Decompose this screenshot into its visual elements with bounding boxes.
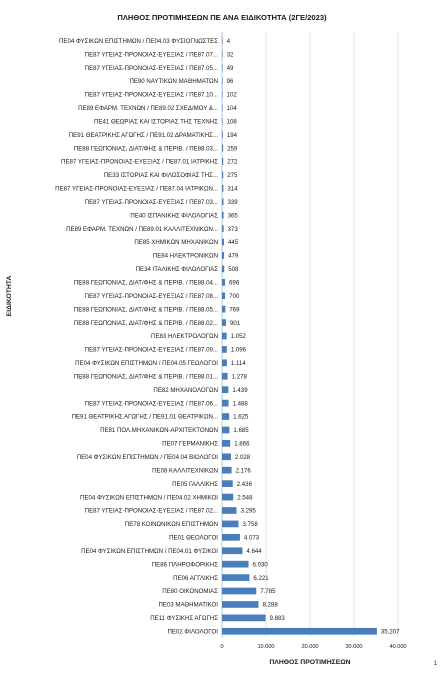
bar [222, 561, 249, 568]
bar [222, 37, 223, 44]
category-label: ΠΕ87 ΥΓΕΙΑΣ-ΠΡΟΝΟΙΑΣ-ΕΥΕΞΙΑΣ / ΠΕ87.10... [84, 91, 218, 99]
bar [222, 534, 240, 541]
category-label: ΠΕ87 ΥΓΕΙΑΣ-ΠΡΟΝΟΙΑΣ-ΕΥΕΞΙΑΣ / ΠΕ87.03... [84, 198, 218, 206]
bar [222, 453, 231, 460]
bar [222, 306, 225, 313]
bar [222, 252, 224, 259]
bar [222, 346, 227, 353]
value-label: 35.207 [380, 628, 400, 636]
bar [222, 292, 225, 299]
bar [222, 359, 227, 366]
category-label: ΠΕ89 ΕΦΑΡΜ. ΤΕΧΝΩΝ / ΠΕ89.01 ΚΑΛΛΙΤΕΧΝΙΚΩΝ... [66, 225, 218, 233]
category-label: ΠΕ78 ΚΟΙΝΩΝΙΚΩΝ ΕΠΙΣΤΗΜΩΝ [124, 521, 218, 529]
bar [222, 615, 265, 622]
bar [222, 118, 223, 125]
category-label: ΠΕ33 ΙΣΤΟΡΙΑΣ ΚΑΙ ΦΙΛΟΣΟΦΙΑΣ ΤΗΣ... [103, 172, 218, 180]
category-label: ΠΕ88 ΓΕΩΠΟΝΙΑΣ, ΔΙΑΤ/ΦΗΣ & ΠΕΡΙΒ. / ΠΕ88.01... [73, 373, 218, 381]
bar [222, 628, 377, 635]
bar [222, 601, 258, 608]
value-label: 4 [226, 37, 230, 45]
value-label: 1.685 [233, 427, 249, 435]
value-label: 8.288 [262, 601, 278, 609]
bar [222, 91, 223, 98]
category-label: ΠΕ87 ΥΓΕΙΑΣ-ΠΡΟΝΟΙΑΣ-ΕΥΕΞΙΑΣ / ΠΕ87.02... [84, 507, 218, 515]
value-label: 1.866 [234, 440, 250, 448]
value-label: 445 [227, 239, 239, 247]
value-label: 373 [227, 225, 238, 233]
category-label: ΠΕ04 ΦΥΣΙΚΩΝ ΕΠΙΣΤΗΜΩΝ / ΠΕ04.02 ΧΗΜΙΚΟΙ [80, 494, 218, 502]
bar [222, 507, 236, 514]
category-label: ΠΕ40 ΙΣΠΑΝΙΚΗΣ ΦΙΛΟΛΟΓΙΑΣ [130, 212, 218, 220]
value-label: 6.221 [253, 574, 269, 582]
value-label: 1.114 [230, 360, 246, 368]
bar [222, 239, 224, 246]
bar [222, 319, 226, 326]
category-label: ΠΕ87 ΥΓΕΙΑΣ-ΠΡΟΝΟΙΑΣ-ΕΥΕΞΙΑΣ / ΠΕ87.01 ΙΑΤΡΙΚΗΣ [61, 158, 218, 166]
category-label: ΠΕ80 ΟΙΚΟΝΟΜΙΑΣ [162, 588, 218, 596]
bar [222, 78, 223, 85]
category-label: ΠΕ88 ΓΕΩΠΟΝΙΑΣ, ΔΙΑΤ/ΦΗΣ & ΠΕΡΙΒ. / ΠΕ88.04... [73, 279, 218, 287]
value-label: 314 [227, 185, 238, 193]
category-label: ΠΕ02 ΦΙΛΟΛΟΓΟΙ [167, 628, 218, 636]
value-label: 339 [227, 198, 238, 206]
value-label: 32 [226, 51, 234, 59]
category-label: ΠΕ87 ΥΓΕΙΑΣ-ΠΡΟΝΟΙΑΣ-ΕΥΕΞΙΑΣ / ΠΕ87.06... [84, 400, 218, 408]
x-tick-label: 40.000 [389, 644, 407, 650]
category-label: ΠΕ04 ΦΥΣΙΚΩΝ ΕΠΙΣΤΗΜΩΝ / ΠΕ04.03 ΦΥΣΙΟΓΝΩΣΤΕΣ [59, 37, 218, 45]
category-label: ΠΕ87 ΥΓΕΙΑΣ-ΠΡΟΝΟΙΑΣ-ΕΥΕΞΙΑΣ / ΠΕ87.08... [84, 292, 218, 300]
category-label: ΠΕ07 ΓΕΡΜΑΝΙΚΗΣ [162, 440, 218, 448]
x-tick-label: 20.000 [301, 644, 319, 650]
value-label: 2.548 [237, 494, 253, 502]
bar [222, 51, 223, 58]
category-label: ΠΕ81 ΠΟΛ.ΜΗΧΑΝΙΚΩΝ-ΑΡΧΙΤΕΚΤΟΝΩΝ [100, 427, 218, 435]
bar [222, 185, 223, 192]
bar [222, 400, 229, 407]
x-axis-title: ΠΛΗΘΟΣ ΠΡΟΤΙΜΗΣΕΩΝ [269, 659, 351, 666]
category-label: ΠΕ90 ΝΑΥΤΙΚΩΝ ΜΑΘΗΜΑΤΩΝ [129, 78, 218, 86]
value-label: 2.028 [234, 454, 251, 461]
value-label: 1.278 [231, 373, 247, 381]
page-marker: 1 [433, 661, 437, 667]
value-label: 7.785 [260, 588, 276, 596]
value-label: 49 [226, 64, 234, 72]
bar [222, 172, 223, 179]
value-label: 259 [227, 145, 238, 153]
bar [222, 480, 233, 487]
value-label: 769 [229, 306, 240, 314]
x-tick-label: 30.000 [345, 644, 363, 650]
bar [222, 266, 224, 273]
category-label: ΠΕ89 ΕΦΑΡΜ. ΤΕΧΝΩΝ / ΠΕ89.02 ΣΧΕΔ/ΜΟΥ &... [78, 105, 218, 113]
category-label: ΠΕ87 ΥΓΕΙΑΣ-ΠΡΟΝΟΙΑΣ-ΕΥΕΞΙΑΣ / ΠΕ87.05... [84, 64, 218, 72]
bar [222, 427, 229, 434]
category-label: ΠΕ05 ΓΑΛΛΙΚΗΣ [172, 480, 218, 488]
bar [222, 145, 223, 152]
bar [222, 413, 229, 420]
category-label: ΠΕ88 ΓΕΩΠΟΝΙΑΣ, ΔΙΑΤ/ΦΗΣ & ΠΕΡΙΒ. / ΠΕ88.02... [73, 319, 218, 327]
bar [222, 158, 223, 165]
bar [222, 547, 242, 554]
value-label: 194 [226, 131, 238, 139]
bar [222, 225, 224, 232]
value-label: 1.488 [232, 400, 248, 408]
category-label: ΠΕ06 ΑΓΓΛΙΚΗΣ [173, 574, 218, 582]
value-label: 272 [227, 158, 238, 166]
category-label: ΠΕ03 ΜΑΘΗΜΑΤΙΚΟΙ [158, 601, 218, 609]
category-label: ΠΕ83 ΗΛΕΚΤΡΟΛΟΓΩΝ [151, 333, 218, 341]
value-label: 1.052 [230, 333, 246, 341]
bar [222, 333, 227, 340]
bar [222, 373, 228, 380]
value-label: 104 [226, 105, 237, 113]
category-label: ΠΕ86 ΠΛΗΡΟΦΟΡΙΚΗΣ [151, 561, 218, 569]
category-label: ΠΕ91 ΘΕΑΤΡΙΚΗΣ ΑΓΩΓΗΣ / ΠΕ91.02 ΔΡΑΜΑΤΙΚΗΣ... [68, 131, 218, 139]
category-label: ΠΕ34 ΙΤΑΛΙΚΗΣ ΦΙΛΟΛΟΓΙΑΣ [135, 266, 218, 274]
bar [222, 588, 256, 595]
value-label: 108 [226, 118, 237, 126]
bar [222, 104, 223, 111]
value-label: 479 [228, 252, 239, 260]
category-label: ΠΕ04 ΦΥΣΙΚΩΝ ΕΠΙΣΤΗΜΩΝ / ΠΕ04.01 ΦΥΣΙΚΟΙ [81, 547, 218, 555]
value-label: 700 [229, 292, 240, 300]
chart-title: ΠΛΗΘΟΣ ΠΡΟΤΙΜΗΣΕΩΝ ΠΕ ΑΝΑ ΕΙΔΙΚΟΤΗΤΑ (2ΓΕ/2023) [117, 13, 327, 22]
category-label: ΠΕ88 ΓΕΩΠΟΝΙΑΣ, ΔΙΑΤ/ΦΗΣ & ΠΕΡΙΒ. / ΠΕ88.05... [73, 306, 218, 314]
category-label: ΠΕ91 ΘΕΑΤΡΙΚΗΣ ΑΓΩΓΗΣ / ΠΕ91.01 ΘΕΑΤΡΙΚΩΝ... [71, 413, 218, 421]
value-label: 1.439 [232, 386, 248, 394]
category-label: ΠΕ85 ΧΗΜΙΚΩΝ ΜΗΧΑΝΙΚΩΝ [134, 239, 218, 247]
bar [222, 198, 223, 205]
value-label: 1.096 [230, 346, 247, 354]
value-label: 508 [228, 266, 239, 274]
value-label: 2.176 [235, 467, 251, 475]
category-label: ΠΕ04 ΦΥΣΙΚΩΝ ΕΠΙΣΤΗΜΩΝ / ΠΕ04.04 ΒΙΟΛΟΓΟΙ [76, 454, 218, 461]
category-label: ΠΕ87 ΥΓΕΙΑΣ-ΠΡΟΝΟΙΑΣ-ΕΥΕΞΙΑΣ / ΠΕ87.04 ΙΑΤΡΙΚΩΝ... [55, 185, 218, 193]
bar [222, 574, 249, 581]
category-label: ΠΕ87 ΥΓΕΙΑΣ-ΠΡΟΝΟΙΑΣ-ΕΥΕΞΙΑΣ / ΠΕ87.09... [84, 346, 218, 354]
x-tick-label: 10.000 [257, 644, 275, 650]
value-label: 96 [226, 78, 234, 86]
value-label: 2.436 [236, 480, 252, 488]
value-label: 102 [226, 91, 237, 99]
bar [222, 212, 224, 219]
value-label: 4.073 [243, 534, 260, 542]
value-label: 9.883 [269, 615, 285, 623]
value-label: 6.030 [252, 561, 268, 569]
value-label: 3.758 [242, 521, 258, 529]
category-label: ΠΕ87 ΥΓΕΙΑΣ-ΠΡΟΝΟΙΑΣ-ΕΥΕΞΙΑΣ / ΠΕ87.07... [84, 51, 218, 59]
bar [222, 494, 233, 501]
value-label: 1.625 [233, 413, 249, 421]
bar [222, 64, 223, 71]
value-label: 275 [227, 172, 238, 180]
category-label: ΠΕ88 ΓΕΩΠΟΝΙΑΣ, ΔΙΑΤ/ΦΗΣ & ΠΕΡΙΒ. / ΠΕ88.03... [73, 145, 218, 153]
bar [222, 467, 232, 474]
value-label: 3.295 [240, 507, 256, 515]
category-label: ΠΕ01 ΘΕΟΛΟΓΟΙ [169, 534, 218, 542]
value-label: 365 [227, 212, 238, 220]
bar [222, 386, 228, 393]
category-label: ΠΕ11 ΦΥΣΙΚΗΣ ΑΓΩΓΗΣ [150, 615, 218, 623]
y-axis-title: ΕΙΔΙΚΟΤΗΤΑ [6, 275, 13, 317]
category-label: ΠΕ84 ΗΛΕΚΤΡΟΝΙΚΩΝ [152, 252, 218, 260]
value-label: 901 [229, 319, 241, 327]
category-label: ΠΕ41 ΘΕΩΡΙΑΣ ΚΑΙ ΙΣΤΟΡΙΑΣ ΤΗΣ ΤΕΧΝΗΣ [94, 118, 218, 126]
value-label: 4.644 [246, 547, 262, 555]
bar [222, 131, 223, 138]
value-label: 696 [229, 279, 240, 287]
category-label: ΠΕ08 ΚΑΛΛΙΤΕΧΝΙΚΩΝ [152, 467, 218, 475]
bar [222, 521, 239, 528]
x-tick-label: 0 [220, 644, 224, 650]
category-label: ΠΕ04 ΦΥΣΙΚΩΝ ΕΠΙΣΤΗΜΩΝ / ΠΕ04.05 ΓΕΩΛΟΓΟΙ [75, 360, 218, 368]
bar [222, 279, 225, 286]
bar [222, 440, 230, 447]
category-label: ΠΕ82 ΜΗΧΑΝΟΛΟΓΩΝ [153, 386, 218, 394]
